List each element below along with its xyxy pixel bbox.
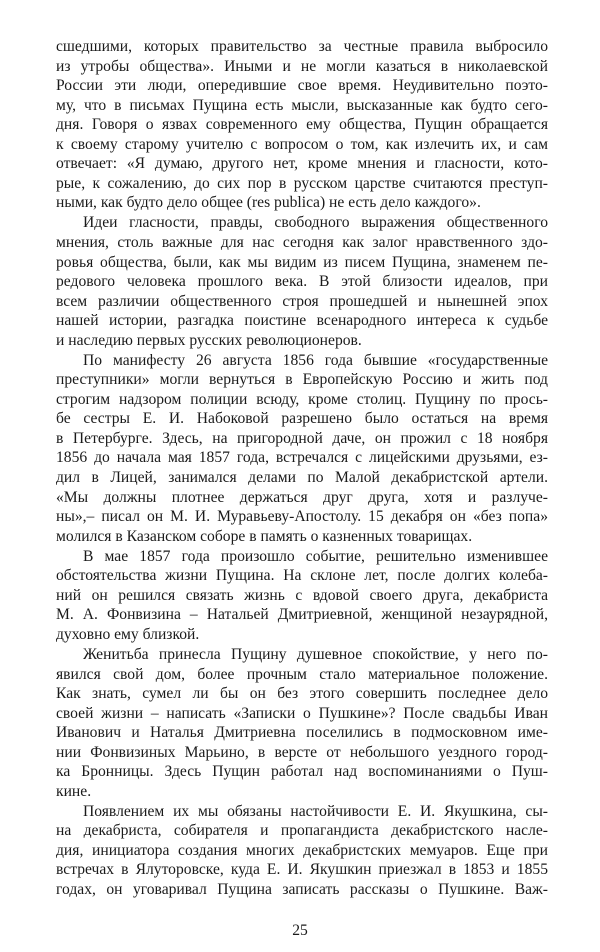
text-line: Идеи гласности, правды, свободного выражения общественного bbox=[83, 214, 548, 232]
text-line: 1856 до начала мая 1857 года, встречался с лицейскими друзьями, ез- bbox=[56, 449, 548, 467]
text-line: Появлением их мы обязаны настойчивости Е. И. Якушкина, сы- bbox=[83, 802, 548, 820]
text-line: ровья общества, были, как мы видим из писем Пущина, знаменем пе- bbox=[56, 253, 548, 271]
text-line: к своему старому учителю с вопросом о том, как излечить их, и сам bbox=[56, 135, 548, 153]
text-line: дня. Говоря о язвах современного ему общества, Пущин обращается bbox=[56, 116, 548, 134]
text-line: В мае 1857 года произошло событие, решительно изменившее bbox=[83, 547, 548, 565]
text-line: По манифесту 26 августа 1856 года бывшие «государственные bbox=[83, 351, 548, 369]
text-line: рые, к сожалению, до сих пор в русском царстве считаются преступ- bbox=[56, 174, 548, 192]
text-line: встречах в Ялуторовске, куда Е. И. Якушкин приезжал в 1853 и 1855 bbox=[56, 861, 548, 879]
text-line: строгим надзором полиции всюду, кроме столиц. Пущину по прось- bbox=[56, 390, 548, 408]
text-line: отвечает: «Я думаю, другого нет, кроме мнения и гласности, кото- bbox=[56, 155, 548, 173]
text-line: Как знать, сумел ли бы он без этого совершить последнее дело bbox=[56, 685, 548, 703]
paragraph bbox=[56, 645, 548, 801]
text-line: нашей истории, разгадка поистине всенародного интереса к судьбе bbox=[56, 312, 548, 330]
text-line: ными, как будто дело общее (res publica) не есть дело каждого». bbox=[56, 194, 481, 212]
text-line: «Мы должны плотнее держаться друг друга, хотя и разлуче- bbox=[56, 488, 548, 506]
text-line: мнения, столь важные для нас сегодня как залог нравственного здо- bbox=[56, 233, 548, 251]
text-line: годах, он уговаривал Пущина записать рассказы о Пушкине. Важ- bbox=[56, 881, 548, 899]
paragraph bbox=[56, 802, 548, 900]
text-line: и наследию первых русских революционеров. bbox=[56, 331, 362, 349]
text-line: явился свой дом, более прочным стало материальное положение. bbox=[56, 665, 548, 683]
text-line: му, что в письмах Пущина есть мысли, высказанные как будто сего- bbox=[56, 96, 548, 114]
text-line: нии Фонвизиных Марьино, в версте от небольшого уездного город- bbox=[56, 743, 548, 761]
text-line: дия, инициатора создания многих декабристских мемуаров. Еще при bbox=[56, 841, 548, 859]
text-line: ны»,– писал он М. И. Муравьеву-Апостолу. 15 декабря он «без попа» bbox=[56, 508, 548, 526]
text-line: обстоятельства жизни Пущина. На склоне лет, после долгих колеба- bbox=[56, 567, 548, 585]
text-line: бе сестры Е. И. Набоковой разрешено было остаться на время bbox=[56, 410, 548, 428]
text-line: ний он решился связать жизнь с вдовой своего друга, декабриста bbox=[56, 586, 548, 604]
text-line: дил в Лицей, занимался делами по Малой декабристской артели. bbox=[56, 469, 548, 487]
page-number: 25 bbox=[292, 922, 308, 939]
text-line: преступники» могли вернуться в Европейскую Россию и жить под bbox=[56, 371, 548, 389]
text-line: из утробы общества». Иными и не могли казаться в николаевской bbox=[56, 57, 548, 75]
text-line: М. А. Фонвизина – Натальей Дмитриевной, женщиной незаурядной, bbox=[56, 606, 548, 624]
page-body-text bbox=[56, 37, 548, 900]
text-line: молился в Казанском соборе в память о казненных товарищах. bbox=[56, 527, 473, 545]
text-line: на декабриста, собирателя и пропагандиста декабристского насле- bbox=[56, 822, 548, 840]
text-line: сшедшими, которых правительство за честные правила выбросило bbox=[56, 38, 548, 55]
text-line: кине. bbox=[56, 782, 92, 800]
text-line: Женитьба принесла Пущину душевное спокойствие, у него по- bbox=[83, 645, 548, 663]
text-line: Иванович и Наталья Дмитриевна поселились в подмосковном име- bbox=[56, 724, 548, 742]
paragraph bbox=[56, 351, 548, 546]
text-line: духовно ему близкой. bbox=[56, 625, 200, 643]
text-line: своей жизни – написать «Записки о Пушкине»? После свадьбы Иван bbox=[56, 704, 548, 722]
text-line: в Петербурге. Здесь, на пригородной даче, он прожил с 18 ноября bbox=[56, 429, 548, 447]
paragraph bbox=[56, 547, 548, 645]
text-line: редового человека прошлого века. В этой близости идеалов, при bbox=[56, 273, 548, 291]
paragraph bbox=[56, 213, 548, 350]
paragraph bbox=[56, 37, 548, 213]
text-line: России эти люди, опередившие свое время. Неудивительно поэто- bbox=[56, 77, 548, 95]
text-line: ка Бронницы. Здесь Пущин работал над воспоминаниями о Пуш- bbox=[56, 763, 548, 781]
text-line: всем различии общественного строя прошедшей и нынешней эпох bbox=[56, 292, 548, 310]
